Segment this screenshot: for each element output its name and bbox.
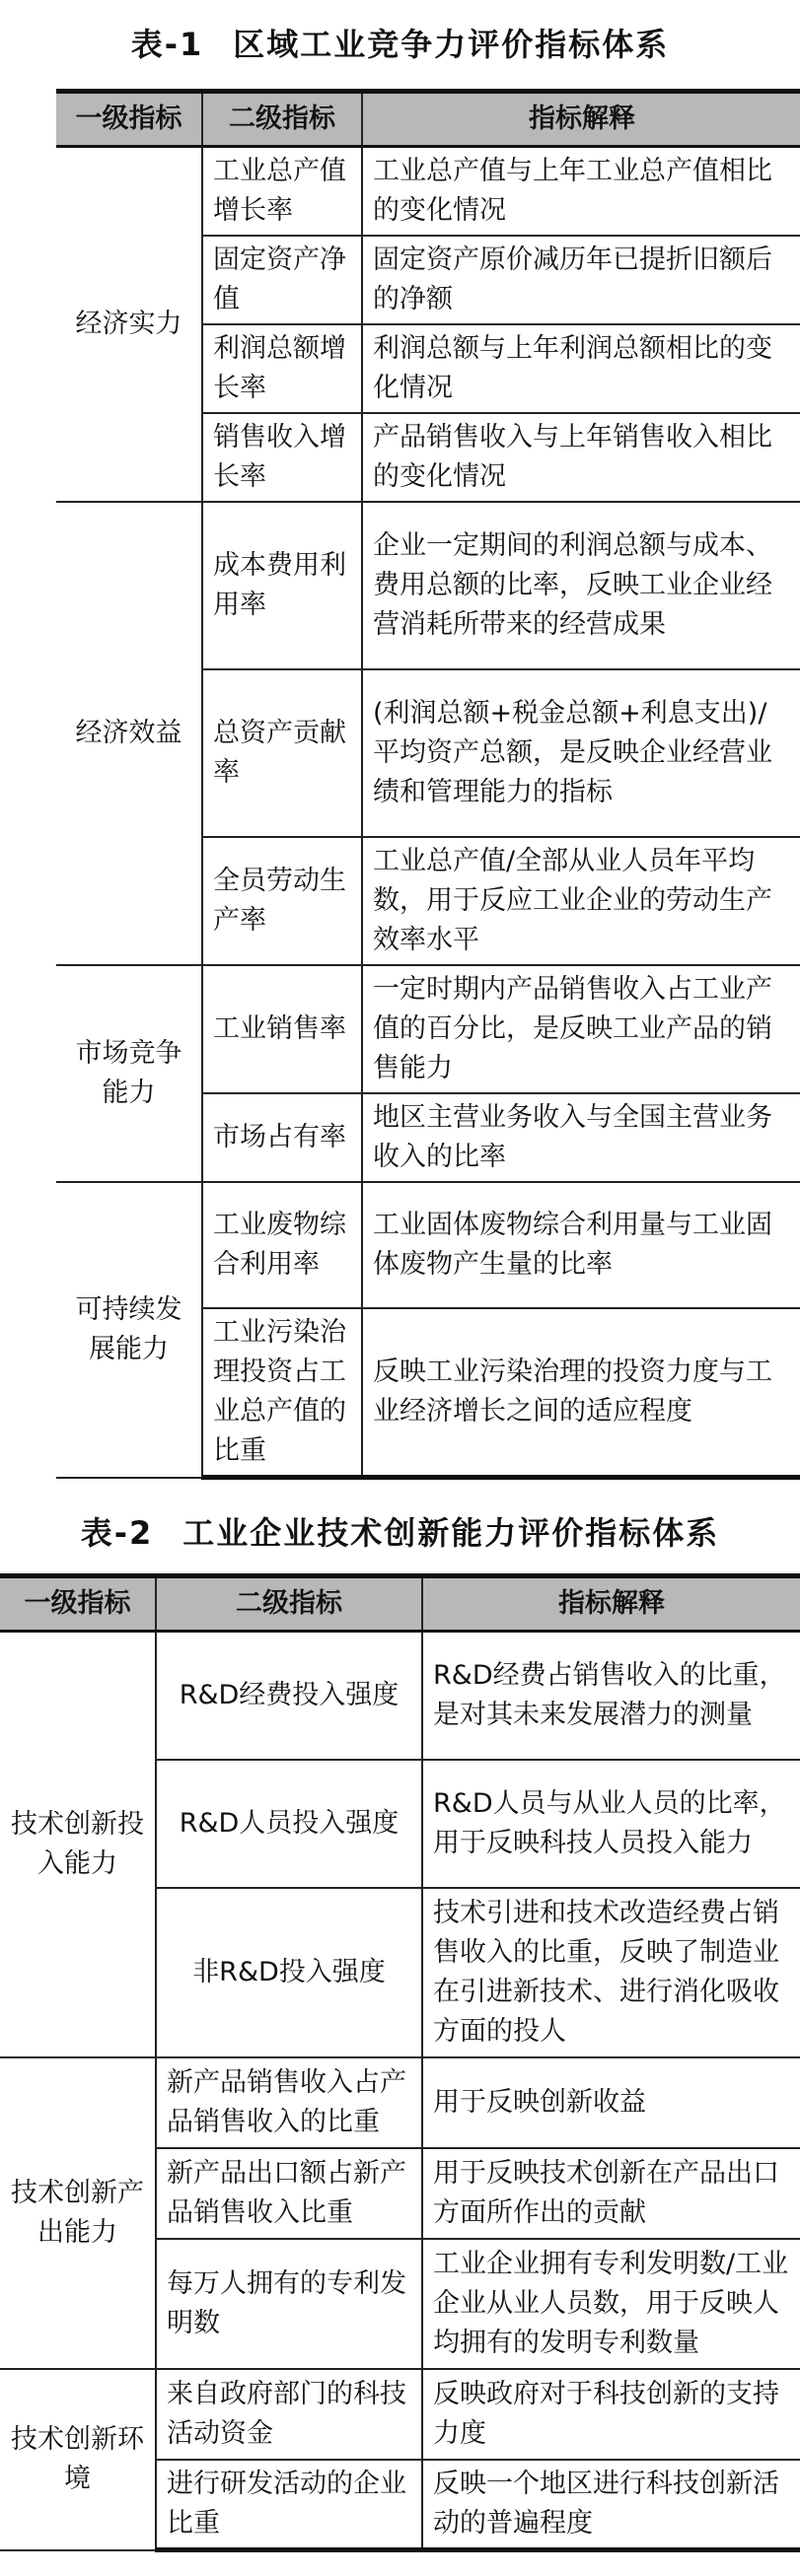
desc-cell: 用于反映技术创新在产品出口方面所作出的贡献 <box>422 2148 800 2239</box>
desc-cell: 工业固体废物综合利用量与工业固体废物产生量的比率 <box>362 1182 800 1308</box>
level2-cell: 来自政府部门的科技活动资金 <box>156 2369 422 2460</box>
desc-cell: 一定时期内产品销售收入占工业产值的百分比，是反映工业产品的销售能力 <box>362 965 800 1093</box>
level2-cell: 总资产贡献率 <box>202 669 362 837</box>
table1-title-text: 区域工业竞争力评价指标体系 <box>233 26 670 63</box>
level1-cell: 市场竞争能力 <box>56 965 202 1182</box>
table2-title <box>0 1508 800 1554</box>
table2-header-desc: 指标解释 <box>422 1576 800 1632</box>
table2-header-row <box>0 1576 800 1632</box>
desc-cell: 反映工业污染治理的投资力度与工业经济增长之间的适应程度 <box>362 1308 800 1478</box>
level2-cell: 工业污染治理投资占工业总产值的比重 <box>202 1308 362 1478</box>
desc-cell: 工业总产值与上年工业总产值相比的变化情况 <box>362 147 800 237</box>
desc-cell: 地区主营业务收入与全国主营业务收入的比率 <box>362 1093 800 1182</box>
desc-cell: 工业总产值/全部从业人员年平均数，用于反应工业企业的劳动生产效率水平 <box>362 837 800 965</box>
desc-cell: 产品销售收入与上年销售收入相比的变化情况 <box>362 413 800 502</box>
level2-cell: 工业废物综合利用率 <box>202 1182 362 1308</box>
desc-cell: 反映政府对于科技创新的支持力度 <box>422 2369 800 2460</box>
desc-cell: 固定资产原价减历年已提折旧额后的净额 <box>362 236 800 324</box>
level2-cell: 利润总额增长率 <box>202 324 362 413</box>
desc-cell: (利润总额+税金总额+利息支出)/平均资产总额，是反映企业经营业绩和管理能力的指标 <box>362 669 800 837</box>
level2-cell: 每万人拥有的专利发明数 <box>156 2239 422 2369</box>
level1-cell: 经济实力 <box>56 147 202 503</box>
level2-cell: 工业总产值增长率 <box>202 147 362 237</box>
desc-cell: 技术引进和技术改造经费占销售收入的比重，反映了制造业在引进新技术、进行消化吸收方面的投人 <box>422 1888 800 2057</box>
table-row <box>56 1182 800 1308</box>
table2-header-level2: 二级指标 <box>156 1576 422 1632</box>
desc-cell: 反映一个地区进行科技创新活动的普遍程度 <box>422 2460 800 2550</box>
level2-cell: R&D人员投入强度 <box>156 1760 422 1888</box>
level1-cell: 技术创新产出能力 <box>0 2057 156 2369</box>
table1-header-level2: 二级指标 <box>202 92 362 147</box>
table2-number: 表-2 <box>80 1514 154 1552</box>
desc-cell: 工业企业拥有专利发明数/工业企业从业人员数，用于反映人均拥有的发明专利数量 <box>422 2239 800 2369</box>
table-row <box>0 1632 800 1760</box>
level1-cell: 经济效益 <box>56 502 202 965</box>
desc-cell: 企业一定期间的利润总额与成本、费用总额的比率，反映工业企业经营消耗所带来的经营成果 <box>362 502 800 669</box>
table2 <box>0 1573 800 2552</box>
table1-number: 表-1 <box>130 26 204 63</box>
level2-cell: 进行研发活动的企业比重 <box>156 2460 422 2550</box>
level2-cell: 固定资产净值 <box>202 236 362 324</box>
level2-cell: 工业销售率 <box>202 965 362 1093</box>
table2-title-text: 工业企业技术创新能力评价指标体系 <box>182 1514 720 1552</box>
table-row <box>56 965 800 1093</box>
desc-cell: R&D经费占销售收入的比重，是对其未来发展潜力的测量 <box>422 1632 800 1760</box>
level1-cell: 技术创新环境 <box>0 2369 156 2550</box>
level2-cell: 成本费用利用率 <box>202 502 362 669</box>
level1-cell: 技术创新投入能力 <box>0 1632 156 2057</box>
level2-cell: R&D经费投入强度 <box>156 1632 422 1760</box>
table1-title <box>0 20 800 65</box>
table-row <box>56 502 800 669</box>
table1-header-desc: 指标解释 <box>362 92 800 147</box>
level2-cell: 销售收入增长率 <box>202 413 362 502</box>
level1-cell: 可持续发展能力 <box>56 1182 202 1478</box>
table-row <box>56 147 800 237</box>
level2-cell: 新产品销售收入占产品销售收入的比重 <box>156 2057 422 2148</box>
table-row <box>0 2057 800 2148</box>
desc-cell: 用于反映创新收益 <box>422 2057 800 2148</box>
table1-header-level1: 一级指标 <box>56 92 202 147</box>
level2-cell: 非R&D投入强度 <box>156 1888 422 2057</box>
level2-cell: 全员劳动生产率 <box>202 837 362 965</box>
level2-cell: 市场占有率 <box>202 1093 362 1182</box>
desc-cell: 利润总额与上年利润总额相比的变化情况 <box>362 324 800 413</box>
table2-header-level1: 一级指标 <box>0 1576 156 1632</box>
table-row <box>0 2369 800 2460</box>
table1 <box>56 89 800 1480</box>
desc-cell: R&D人员与从业人员的比率，用于反映科技人员投入能力 <box>422 1760 800 1888</box>
table1-header-row <box>56 92 800 147</box>
level2-cell: 新产品出口额占新产品销售收入比重 <box>156 2148 422 2239</box>
